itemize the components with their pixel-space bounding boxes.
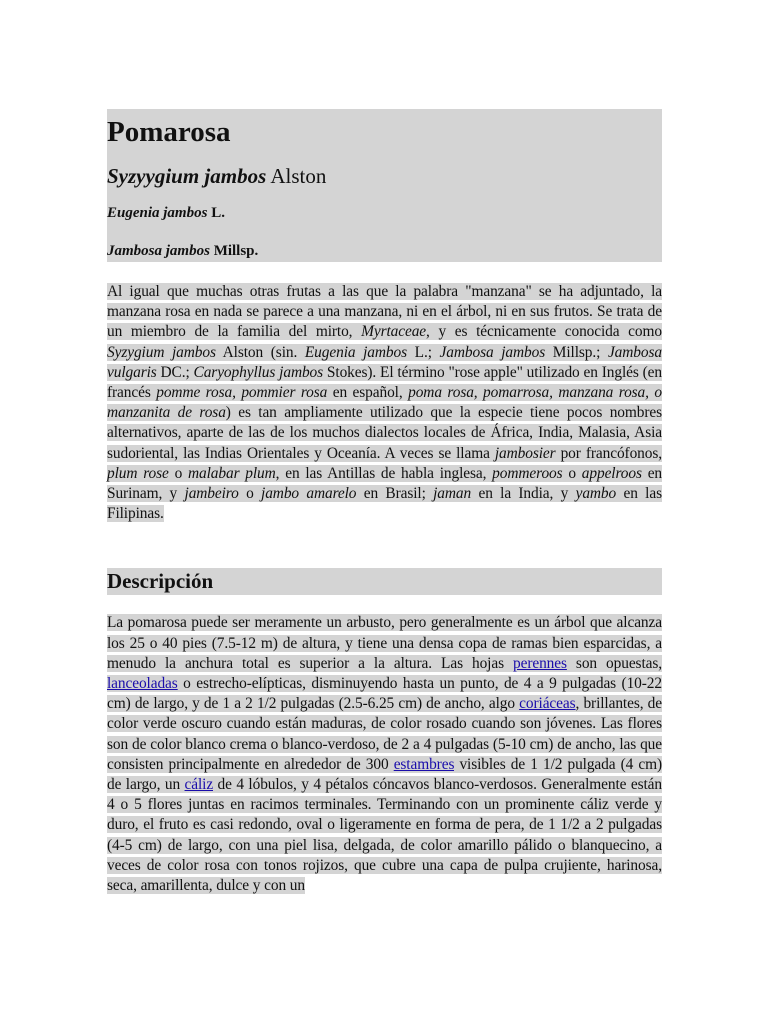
scientific-name: Syzyygium jambos Alston [107, 164, 327, 188]
synonym-1: Eugenia jambos L. [107, 205, 225, 221]
link-coriaceas[interactable]: coriáceas [519, 695, 576, 713]
link-caliz[interactable]: cáliz [184, 776, 214, 794]
synonym-2: Jambosa jambos Millsp. [107, 243, 259, 259]
link-estambres[interactable]: estambres [393, 755, 455, 773]
section-heading-descripcion: Descripción [107, 568, 662, 595]
document-page [107, 109, 662, 912]
intro-paragraph: Al igual que muchas otras frutas a las que la palabra "manzana" se ha adjuntado, la manzana rosa en nada se parece a una manzana, ni en el árbol, ni en sus frutos. Se trata de un miembro de la familia del mirto, Myrtaceae, y es técnicamente conocida como Syzygium jambos Alston (sin. Eugenia jambos L.; Jambosa jambos Millsp.; Jambosa vulgaris DC.; Caryophyllus jambos Stokes). El término "rose apple" utilizado en Inglés (en francés pomme rosa, pommier rosa en español, poma rosa, pomarrosa, manzana rosa, o manzanita de rosa) es tan ampliamente utilizado que la especie tiene pocos nombres alternativos, aparte de las de los muchos dialectos locales de África, India, Malasia, Asia sudoriental, las Indias Orientales y Oceanía. A veces se llama jambosier por francófonos, plum rose o malabar plum, en las Antillas de habla inglesa, pommeroos o appelroos en Surinam, y jambeiro o jambo amarelo en Brasil; jaman en la India, y yambo en las Filipinas. [107, 283, 663, 523]
link-perennes[interactable]: perennes [513, 654, 567, 672]
title-block [107, 109, 662, 262]
link-lanceoladas[interactable]: lanceoladas [107, 675, 178, 693]
descripcion-paragraph: La pomarosa puede ser meramente un arbusto, pero generalmente es un árbol que alcanza los 25 o 40 pies (7.5-12 m) de altura, y tiene una densa copa de ramas bien esparcidas, a menudo la anchura total es superior a la altura. Las hojas perennes son opuestas, lanceoladas o estrecho-elípticas, disminuyendo hasta un punto, de 4 a 9 pulgadas (10-22 cm) de largo, y de 1 a 2 1/2 pulgadas (2.5-6.25 cm) de ancho, algo coriáceas, brillantes, de color verde oscuro cuando están maduras, de color rosado cuando son jóvenes. Las flores son de color blanco crema o blanco-verdoso, de 2 a 4 pulgadas (5-10 cm) de ancho, las que consisten principalmente en alrededor de 300 estambres visibles de 1 1/2 pulgada (4 cm) de largo, un cáliz de 4 lóbulos, y 4 pétalos cóncavos blanco-verdosos. Generalmente están 4 o 5 flores juntas en racimos terminales. Terminando con un prominente cáliz verde y duro, el fruto es casi redondo, oval o ligeramente en forma de pera, de 1 1/2 a 2 pulgadas (4-5 cm) de largo, con una piel lisa, delgada, de color amarillo pálido o blanquecino, a veces de color rosa con tonos rojizos, que cubre una capa de pulpa crujiente, harinosa, seca, amarillenta, dulce y con un [107, 614, 662, 895]
page-title: Pomarosa [107, 116, 231, 148]
